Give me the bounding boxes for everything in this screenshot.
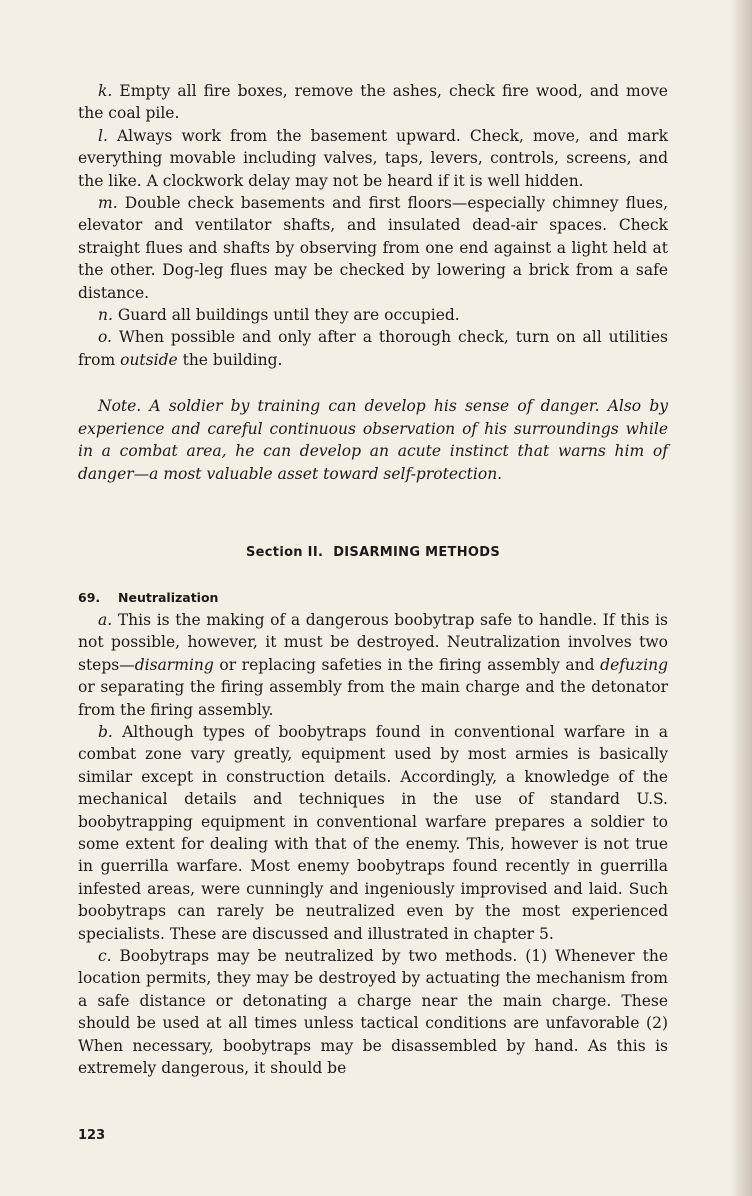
item-label: o. xyxy=(98,328,112,347)
item-o xyxy=(78,326,668,371)
page-edge-shadow xyxy=(730,0,752,1196)
item-label: l. xyxy=(98,126,108,145)
paragraph-number: 69. xyxy=(78,589,101,605)
item-text: Guard all buildings until they are occupied. xyxy=(117,306,460,325)
item-k xyxy=(78,80,668,125)
item-text-end: the building. xyxy=(177,350,283,369)
para-text: or replacing safeties in the firing assembly and xyxy=(213,655,601,674)
paragraph-heading xyxy=(78,590,668,605)
item-text: Double check basements and first floors—especially chimney flues, elevator and ventilator shafts, and insulated dead-air spaces. Check straight flues and shafts by observing from one end against a light held at the other. Dog-leg flues may be checked by lowering a brick from a safe distance. xyxy=(78,194,669,302)
paragraph-title: Neutralization xyxy=(118,589,219,605)
item-label: n. xyxy=(98,306,113,325)
section-title: DISARMING METHODS xyxy=(333,544,500,560)
para-c xyxy=(78,945,668,1079)
note: Note. A soldier by training can develop his sense of danger. Also by experience and careful continuous observation of his surroundings while in a combat area, he can develop an acute instinct that warns him of danger—a most valuable asset toward self-protection. xyxy=(78,397,668,483)
section-number: Section II. xyxy=(246,544,324,560)
page-number: 123 xyxy=(78,1128,106,1143)
item-text: Empty all fire boxes, remove the ashes, check fire wood, and move the coal pile. xyxy=(78,82,668,123)
para-emphasis: defuzing xyxy=(600,655,668,674)
para-b xyxy=(78,721,668,945)
para-emphasis: disarming xyxy=(134,655,214,674)
para-text: or separating the firing assembly from the main charge and the detonator from the firing assembly. xyxy=(78,678,668,719)
item-text: When possible and only after a thorough check, turn on all utilities from xyxy=(78,328,668,369)
item-n xyxy=(78,304,668,326)
para-text: Boobytraps may be neutralized by two methods. (1) Whenever the location permits, they may be destroyed by actuating the mechanism from a safe distance or detonating a charge near the main charge. These should be used at all times unless tactical conditions are unfavorable (2) When necessary, boobytraps may be disassembled by hand. As this is extremely dangerous, it should be xyxy=(78,947,668,1078)
item-m xyxy=(78,192,668,304)
item-l xyxy=(78,125,668,192)
item-emphasis: outside xyxy=(120,350,178,369)
item-label: b. xyxy=(98,722,113,741)
item-text: Always work from the basement upward. Check, move, and mark everything movable including valves, taps, levers, controls, screens, and the like. A clockwork delay may not be heard if it is well hidden. xyxy=(78,126,668,190)
item-label: m. xyxy=(98,194,118,213)
item-label: a. xyxy=(98,610,113,629)
page-body xyxy=(78,80,668,1079)
section-heading xyxy=(78,545,668,560)
para-text: This is the making of a dangerous boobytrap safe to handle. If this is not possible, however, it must be destroyed. Neutralization involves two steps— xyxy=(78,610,668,674)
item-label: c. xyxy=(98,947,112,965)
para-a xyxy=(78,609,668,721)
para-text: Although types of boobytraps found in conventional warfare in a combat zone vary greatly, equipment used by most armies is basically similar except in construction details. Accordingly, a knowledge of the mechanical details and techniques in the use of standard U.S. boobytrapping equipment in conventional warfare prepares a soldier to some extent for dealing with that of the enemy. This, however is not true in guerrilla warfare. Most enemy boobytraps found recently in guerrilla infested areas, were cunningly and ingeniously improvised and laid. Such boobytraps can rarely be neutralized even by the most experienced specialists. These are discussed and illustrated in chapter 5. xyxy=(78,722,668,943)
item-label: k. xyxy=(98,82,113,100)
